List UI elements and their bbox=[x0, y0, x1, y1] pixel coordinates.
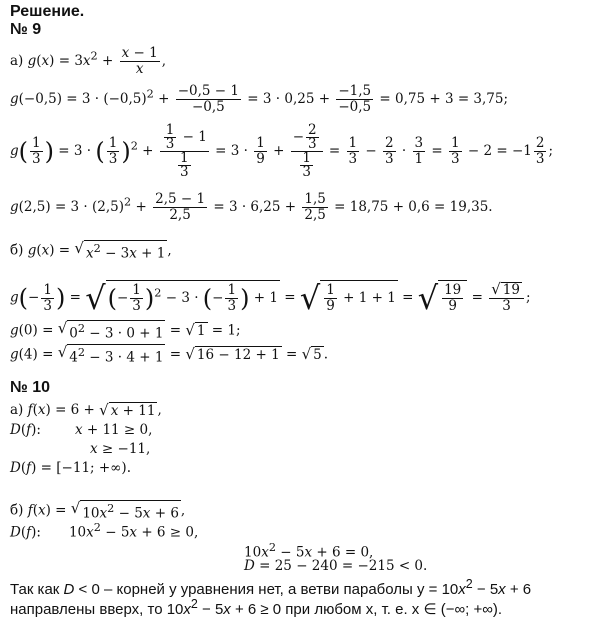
task9b-value-0: g(0) = √ $0^2 - 3 \cdot 0 + 1$ = √ 1 = 1; bbox=[10, 319, 241, 342]
task9b-value-neg-one-third: g(− $\frac{1}{3}$ ) = √(− $\frac{1}{3}$ )$^2$ − 3 · (− $\frac{1}{3}$ ) + 1 = √ $\frac{1}{9}$ + 1 + 1 = √ $\frac{19}{9}$ = $\frac{√ 19}{3}$ ; bbox=[10, 279, 531, 317]
task10a-domain-result: D(f) = [−11; +∞). bbox=[10, 460, 131, 476]
task-10-heading: № 10 bbox=[10, 379, 51, 396]
task10b-conclusion-line-2: направлены вверх, то $10x^2 - 5x + 6 \ge 0$ при любом x, т. е. x ∈ (−∞; +∞). bbox=[10, 597, 503, 618]
task10b-equation: $10x^2 - 5x + 6 = 0$, bbox=[244, 541, 374, 561]
task9a-definition: а) $g(x) = 3x^2$ + $\frac{x - 1}{x}$ , bbox=[10, 45, 167, 77]
task10a-inequality: x ≥ −11, bbox=[90, 441, 151, 457]
task9a-value-2-5: $g(2,5) = 3 \cdot (2,5)^2$ + $\frac{2,5 - 1}{2,5}$ = 3 · 6,25 + $\frac{1,5}{2,5}$ = 18,75 + 0,6 = 19,35. bbox=[10, 191, 493, 223]
task9a-value-neg05: $g(-0,5) = 3 \cdot (-0,5)^2$ + $\frac{-0,5 - 1}{-0,5}$ = 3 · 0,25 + $\frac{-1,5}{-0,5}$ = 0,75 + 3 = 3,75; bbox=[10, 83, 509, 115]
task9b-value-4: g(4) = √ $4^2 - 3 \cdot 4 + 1$ = √ 16 − 12 + 1 = √ 5 . bbox=[10, 343, 329, 366]
task10a-definition: а) f(x) = 6 + √ x + 11 , bbox=[10, 401, 162, 419]
task10b-domain: D(f): $10x^2 - 5x + 6 \ge 0$, bbox=[10, 521, 199, 541]
task9b-definition: б) g(x) = √ $x^2 - 3x + 1$ , bbox=[10, 239, 172, 262]
task9a-value-one-third: g( $\frac{1}{3}$ ) = 3 · ( $\frac{1}{3}$ )$^2$ + $\frac{1}{3}$ − 1 $\frac{1}{3}$ = 3 · $\frac{1}{9}$ + − $\frac{2}{3}$ $\frac{1}{3}$ = $\frac{1}{3}$ − $\frac{2}{3}$ · $\frac{3}{1}$ = $\frac{1}{3}$ − 2 = −1 $\frac{2}{3}$ ; bbox=[10, 122, 554, 180]
task10a-domain: D(f): x + 11 ≥ 0, bbox=[10, 422, 153, 438]
solution-heading: Решение. bbox=[10, 3, 85, 20]
task10b-conclusion-line-1: Так как D < 0 – корней у уравнения нет, а ветви параболы $y = 10x^2 - 5x + 6$ bbox=[10, 577, 532, 598]
task-9-heading: № 9 bbox=[10, 21, 42, 38]
task10b-definition: б) f(x) = √ $10x^2 - 5x + 6$ , bbox=[10, 499, 186, 522]
task10b-discriminant: D = 25 − 240 = −215 < 0. bbox=[244, 558, 428, 574]
